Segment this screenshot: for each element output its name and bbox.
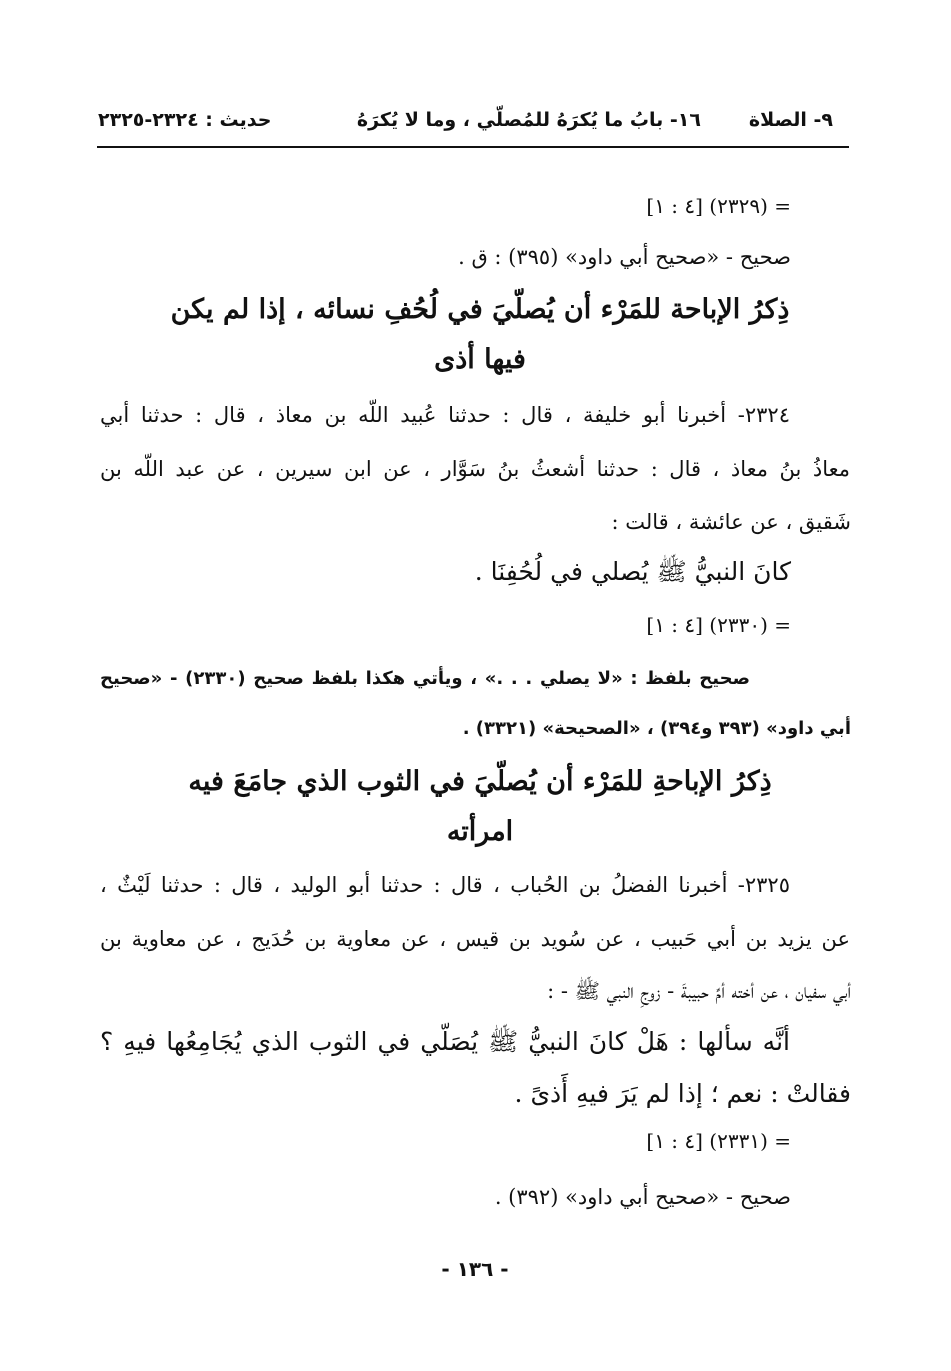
hadith-2325-ref: = (٢٣٣١) [٤ : ١] [646,1129,791,1153]
section2-heading-line1: ذِكرُ الإباحةِ للمَرْء أن يُصلّيَ في الثوب الذي جامَعَ فيه [188,766,772,797]
hadith-2325-matn-line2: فقالتْ : نعم ؛ إذا لم يَرَ فيهِ أَذىً . [514,1079,851,1108]
page-number: - ١٣٦ - [441,1257,509,1281]
section2-heading-line2: امرأته [446,816,514,847]
hadith-2324-isnad-line2: معاذُ بنُ معاذ ، قال : حدثنا أشعثُ بنُ سَوَّار ، عن ابن سيرين ، عن عبد اللّه بن [100,457,850,481]
hadith-2325-grade: صحيح - «صحيح أبي داود» (٣٩٢) . [494,1185,791,1209]
prev-hadith-ref: = (٢٣٢٩) [٤ : ١] [646,194,791,218]
header-bab-title: ١٦- بابُ ما يُكرَهُ للمُصلّي ، وما لا يُكرَهُ [356,109,701,131]
prev-hadith-grade: صحيح - «صحيح أبي داود» (٣٩٥) : ق . [458,245,791,269]
hadith-2325-isnad-line3: أبي سفيان ، عن أخته أمِّ حبيبةَ - زوجِ النبي ﷺ - : [547,979,851,1003]
hadith-2324-ref: = (٢٣٣٠) [٤ : ١] [646,613,791,637]
hadith-2325-isnad-line2: عن يزيد بن أبي حَبيب ، عن سُويد بن قيس ، عن معاوية بن حُدَيج ، عن معاوية بن [100,927,850,951]
hadith-2325-isnad-line1: ٢٣٢٥- أخبرنا الفضلُ بن الحُباب ، قال : حدثنا أبو الوليد ، قال : حدثنا لَيْثٌ ، [100,873,790,897]
section1-heading-line2: فيها أذى [434,344,526,375]
hadith-2324-grade-line1: صحيح بلفظ : «لا يصلي . . .» ، ويأتي هكذا بلفظ صحيح (٢٣٣٠) - «صحيح [100,668,750,689]
hadith-2324-isnad-line3: شَقيق ، عن عائشة ، قالت : [611,510,851,534]
hadith-2324-matn: كانَ النبيُّ ﷺ يُصلي في لُحُفِنَا . [474,557,791,586]
header-hadith-range: حديث : ٢٣٢٤-٢٣٢٥ [98,109,272,131]
hadith-2324-grade-line2: أبي داود» (٣٩٣ و٣٩٤) ، «الصحيحة» (٣٣٢١) . [462,718,851,739]
hadith-2325-matn-line1: أنَّه سألها : هَلْ كانَ النبيُّ ﷺ يُصَلّي في الثوب الذي يُجَامِعُها فيهِ ؟ [100,1027,790,1056]
section1-heading-line1: ذِكرُ الإباحة للمَرْء أن يُصلّيَ في لُحُفِ نسائه ، إذا لم يكن [170,294,790,325]
hadith-2324-isnad-line1: ٢٣٢٤- أخبرنا أبو خليفة ، قال : حدثنا عُبيد اللّه بن معاذ ، قال : حدثنا أبي [100,403,790,427]
header-chapter: ٩- الصلاة [748,109,833,131]
header-rule [97,146,849,148]
